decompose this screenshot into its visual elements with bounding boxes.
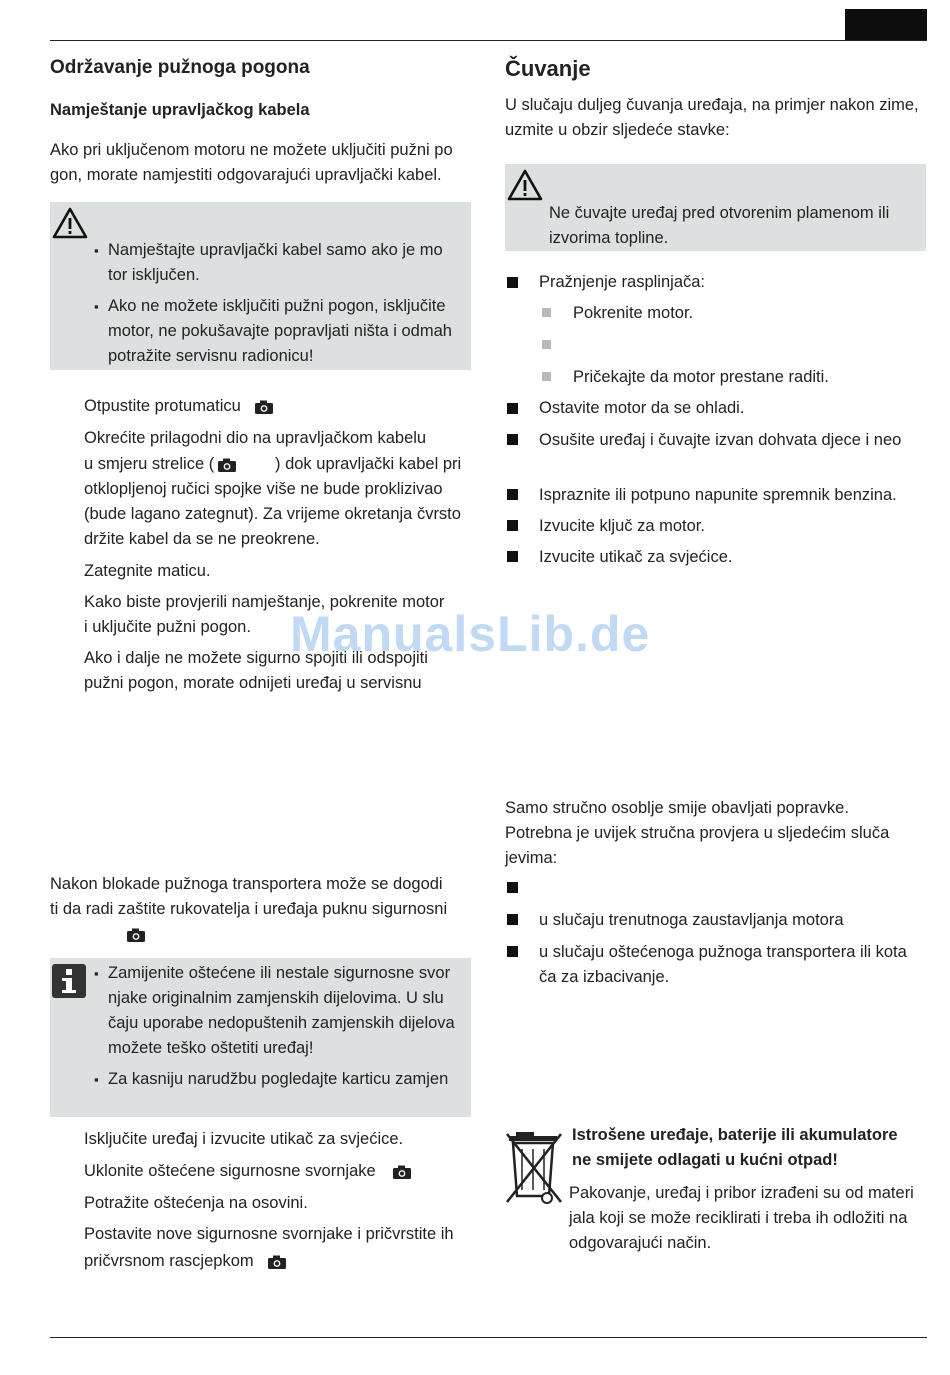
info-item-1-line-3: čaju uporabe nedopuštenih zamjenskih dijelova xyxy=(108,1014,455,1032)
step2-new-pins-line-1: Postavite nove sigurnosne svornjake i pričvrstite ih xyxy=(84,1225,454,1243)
step-check-line-2: i uključite pužni pogon. xyxy=(84,618,251,636)
camera-icon xyxy=(393,1165,411,1179)
storage-warning-line-1: Ne čuvajte uređaj pred otvorenim plamenom ili xyxy=(549,204,890,222)
repair-line-1: Samo stručno osoblje smije obavljati popravke. xyxy=(505,799,849,817)
repair-line-3: jevima: xyxy=(505,849,558,867)
subsection-title-cable: Namještanje upravljačkog kabela xyxy=(50,101,310,119)
storage-subitem-wait: Pričekajte da motor prestane raditi. xyxy=(573,368,829,386)
warning-item-2-line-3: potražite servisnu radionicu! xyxy=(108,347,314,365)
step-service-line-2: pužni pogon, morate odnijeti uređaj u servisnu xyxy=(84,674,422,692)
bullet-square xyxy=(507,946,518,957)
intro-line-1: Ako pri uključenom motoru ne možete uključiti pužni po xyxy=(50,141,453,159)
watermark: ManualsLib.de xyxy=(290,606,651,662)
info-item-1-line-1: Zamijenite oštećene ili nestale sigurnosne svor xyxy=(108,964,451,982)
disposal-bold-line-1: Istrošene uređaje, baterije ili akumulatore xyxy=(572,1126,898,1144)
step-loosen-locknut: Otpustite protumaticu xyxy=(84,397,241,415)
info-item-2-line-1: Za kasniju narudžbu pogledajte karticu zamjen xyxy=(108,1070,449,1088)
step-turn-adjuster-line-2a: u smjeru strelice ( xyxy=(84,455,215,473)
bullet: ▪ xyxy=(94,299,99,314)
storage-subitem-start-motor: Pokrenite motor. xyxy=(573,304,694,322)
bullet-square xyxy=(507,277,518,288)
bullet-square xyxy=(507,403,518,414)
bullet: ▪ xyxy=(94,966,99,981)
camera-icon xyxy=(255,400,273,414)
step-turn-adjuster-line-1: Okrećite prilagodni dio na upravljačkom kabelu xyxy=(84,429,427,447)
section-title-storage: Čuvanje xyxy=(505,56,591,81)
bullet-square-sub xyxy=(542,340,551,349)
disposal-bold-line-2: ne smijete odlagati u kućni otpad! xyxy=(572,1151,838,1169)
footer-rule xyxy=(50,1337,927,1338)
storage-item-cool: Ostavite motor da se ohladi. xyxy=(539,399,745,417)
info-item-1-line-4: možete teško oštetiti uređaj! xyxy=(108,1039,314,1057)
bullet-square xyxy=(507,914,518,925)
warning-icon xyxy=(52,207,88,239)
bullet-square xyxy=(507,489,518,500)
step2-switch-off: Isključite uređaj i izvucite utikač za svjećice. xyxy=(84,1130,404,1148)
repair-item-auger-line-1: u slučaju oštećenoga pužnoga transportera ili kota xyxy=(539,943,907,961)
bullet-square xyxy=(507,551,518,562)
warning-item-1-line-1: Namještajte upravljački kabel samo ako je mo xyxy=(108,241,443,259)
disposal-line-3: odgovarajući način. xyxy=(569,1234,712,1252)
warning-item-1-line-2: tor isključen. xyxy=(108,266,200,284)
step-turn-adjuster-line-5: držite kabel da se ne preokrene. xyxy=(84,530,320,548)
bullet-square-sub xyxy=(542,308,551,317)
page-number-tab xyxy=(845,9,927,40)
storage-item-dry: Osušite uređaj i čuvajte izvan dohvata djece i neo xyxy=(539,431,902,449)
blockade-line-1: Nakon blokade pužnoga transportera može se dogodi xyxy=(50,875,443,893)
storage-item-carburetor: Pražnjenje rasplinjača: xyxy=(539,273,706,291)
storage-intro-line-2: uzmite u obzir sljedeće stavke: xyxy=(505,121,730,139)
step2-check-shaft: Potražite oštećenja na osovini. xyxy=(84,1194,308,1212)
step-service-line-1: Ako i dalje ne možete sigurno spojiti ili odspojiti xyxy=(84,649,428,667)
repair-item-auger-line-2: ča za izbacivanje. xyxy=(539,968,670,986)
step-turn-adjuster-line-4: (bude lagano zategnut). Za vrijeme okretanja čvrsto xyxy=(84,505,461,523)
disposal-line-1: Pakovanje, uređaj i pribor izrađeni su od materi xyxy=(569,1184,914,1202)
storage-item-key: Izvucite ključ za motor. xyxy=(539,517,705,535)
storage-item-plug: Izvucite utikač za svjećice. xyxy=(539,548,733,566)
camera-icon xyxy=(127,928,145,942)
info-item-1-line-2: njake originalnim zamjenskih dijelovima. U slu xyxy=(108,989,444,1007)
warning-icon xyxy=(507,169,543,201)
bullet-square xyxy=(507,882,518,893)
intro-line-2: gon, morate namjestiti odgovarajući upravljački kabel. xyxy=(50,166,442,184)
bullet-square xyxy=(507,520,518,531)
info-icon xyxy=(52,964,86,998)
bullet-square-sub xyxy=(542,372,551,381)
step-tighten-nut: Zategnite maticu. xyxy=(84,562,211,580)
bullet: ▪ xyxy=(94,1072,99,1087)
crossed-bin-icon xyxy=(504,1126,564,1206)
section-title-auger-maintenance: Održavanje pužnoga pogona xyxy=(50,57,310,78)
warning-item-2-line-2: motor, ne pokušavajte popravljati ništa i odmah xyxy=(108,322,452,340)
bullet-square xyxy=(507,434,518,445)
step-check-line-1: Kako biste provjerili namještanje, pokrenite motor xyxy=(84,593,445,611)
repair-line-2: Potrebna je uvijek stručna provjera u sljedećim sluča xyxy=(505,824,890,842)
disposal-line-2: jala koji se može reciklirati i treba ih odložiti na xyxy=(569,1209,908,1227)
camera-icon xyxy=(218,458,236,472)
step2-remove-pins: Uklonite oštećene sigurnosne svornjake xyxy=(84,1162,376,1180)
step-turn-adjuster-line-3: otklopljenoj ručici spojke više ne bude proklizivao xyxy=(84,480,443,498)
warning-item-2-line-1: Ako ne možete isključiti pužni pogon, isključite xyxy=(108,297,446,315)
storage-intro-line-1: U slučaju duljeg čuvanja uređaja, na primjer nakon zime, xyxy=(505,96,919,114)
header-rule xyxy=(50,40,927,41)
bullet: ▪ xyxy=(94,243,99,258)
step2-new-pins-line-2: pričvrsnom rascjepkom xyxy=(84,1252,254,1270)
storage-warning-line-2: izvorima topline. xyxy=(549,229,669,247)
camera-icon xyxy=(268,1255,286,1269)
step-turn-adjuster-line-2b: ) dok upravljački kabel pri xyxy=(275,455,462,473)
storage-item-tank: Ispraznite ili potpuno napunite spremnik benzina. xyxy=(539,486,897,504)
repair-item-motor-stop: u slučaju trenutnoga zaustavljanja motora xyxy=(539,911,844,929)
blockade-line-2: ti da radi zaštite rukovatelja i uređaja puknu sigurnosni xyxy=(50,900,448,918)
